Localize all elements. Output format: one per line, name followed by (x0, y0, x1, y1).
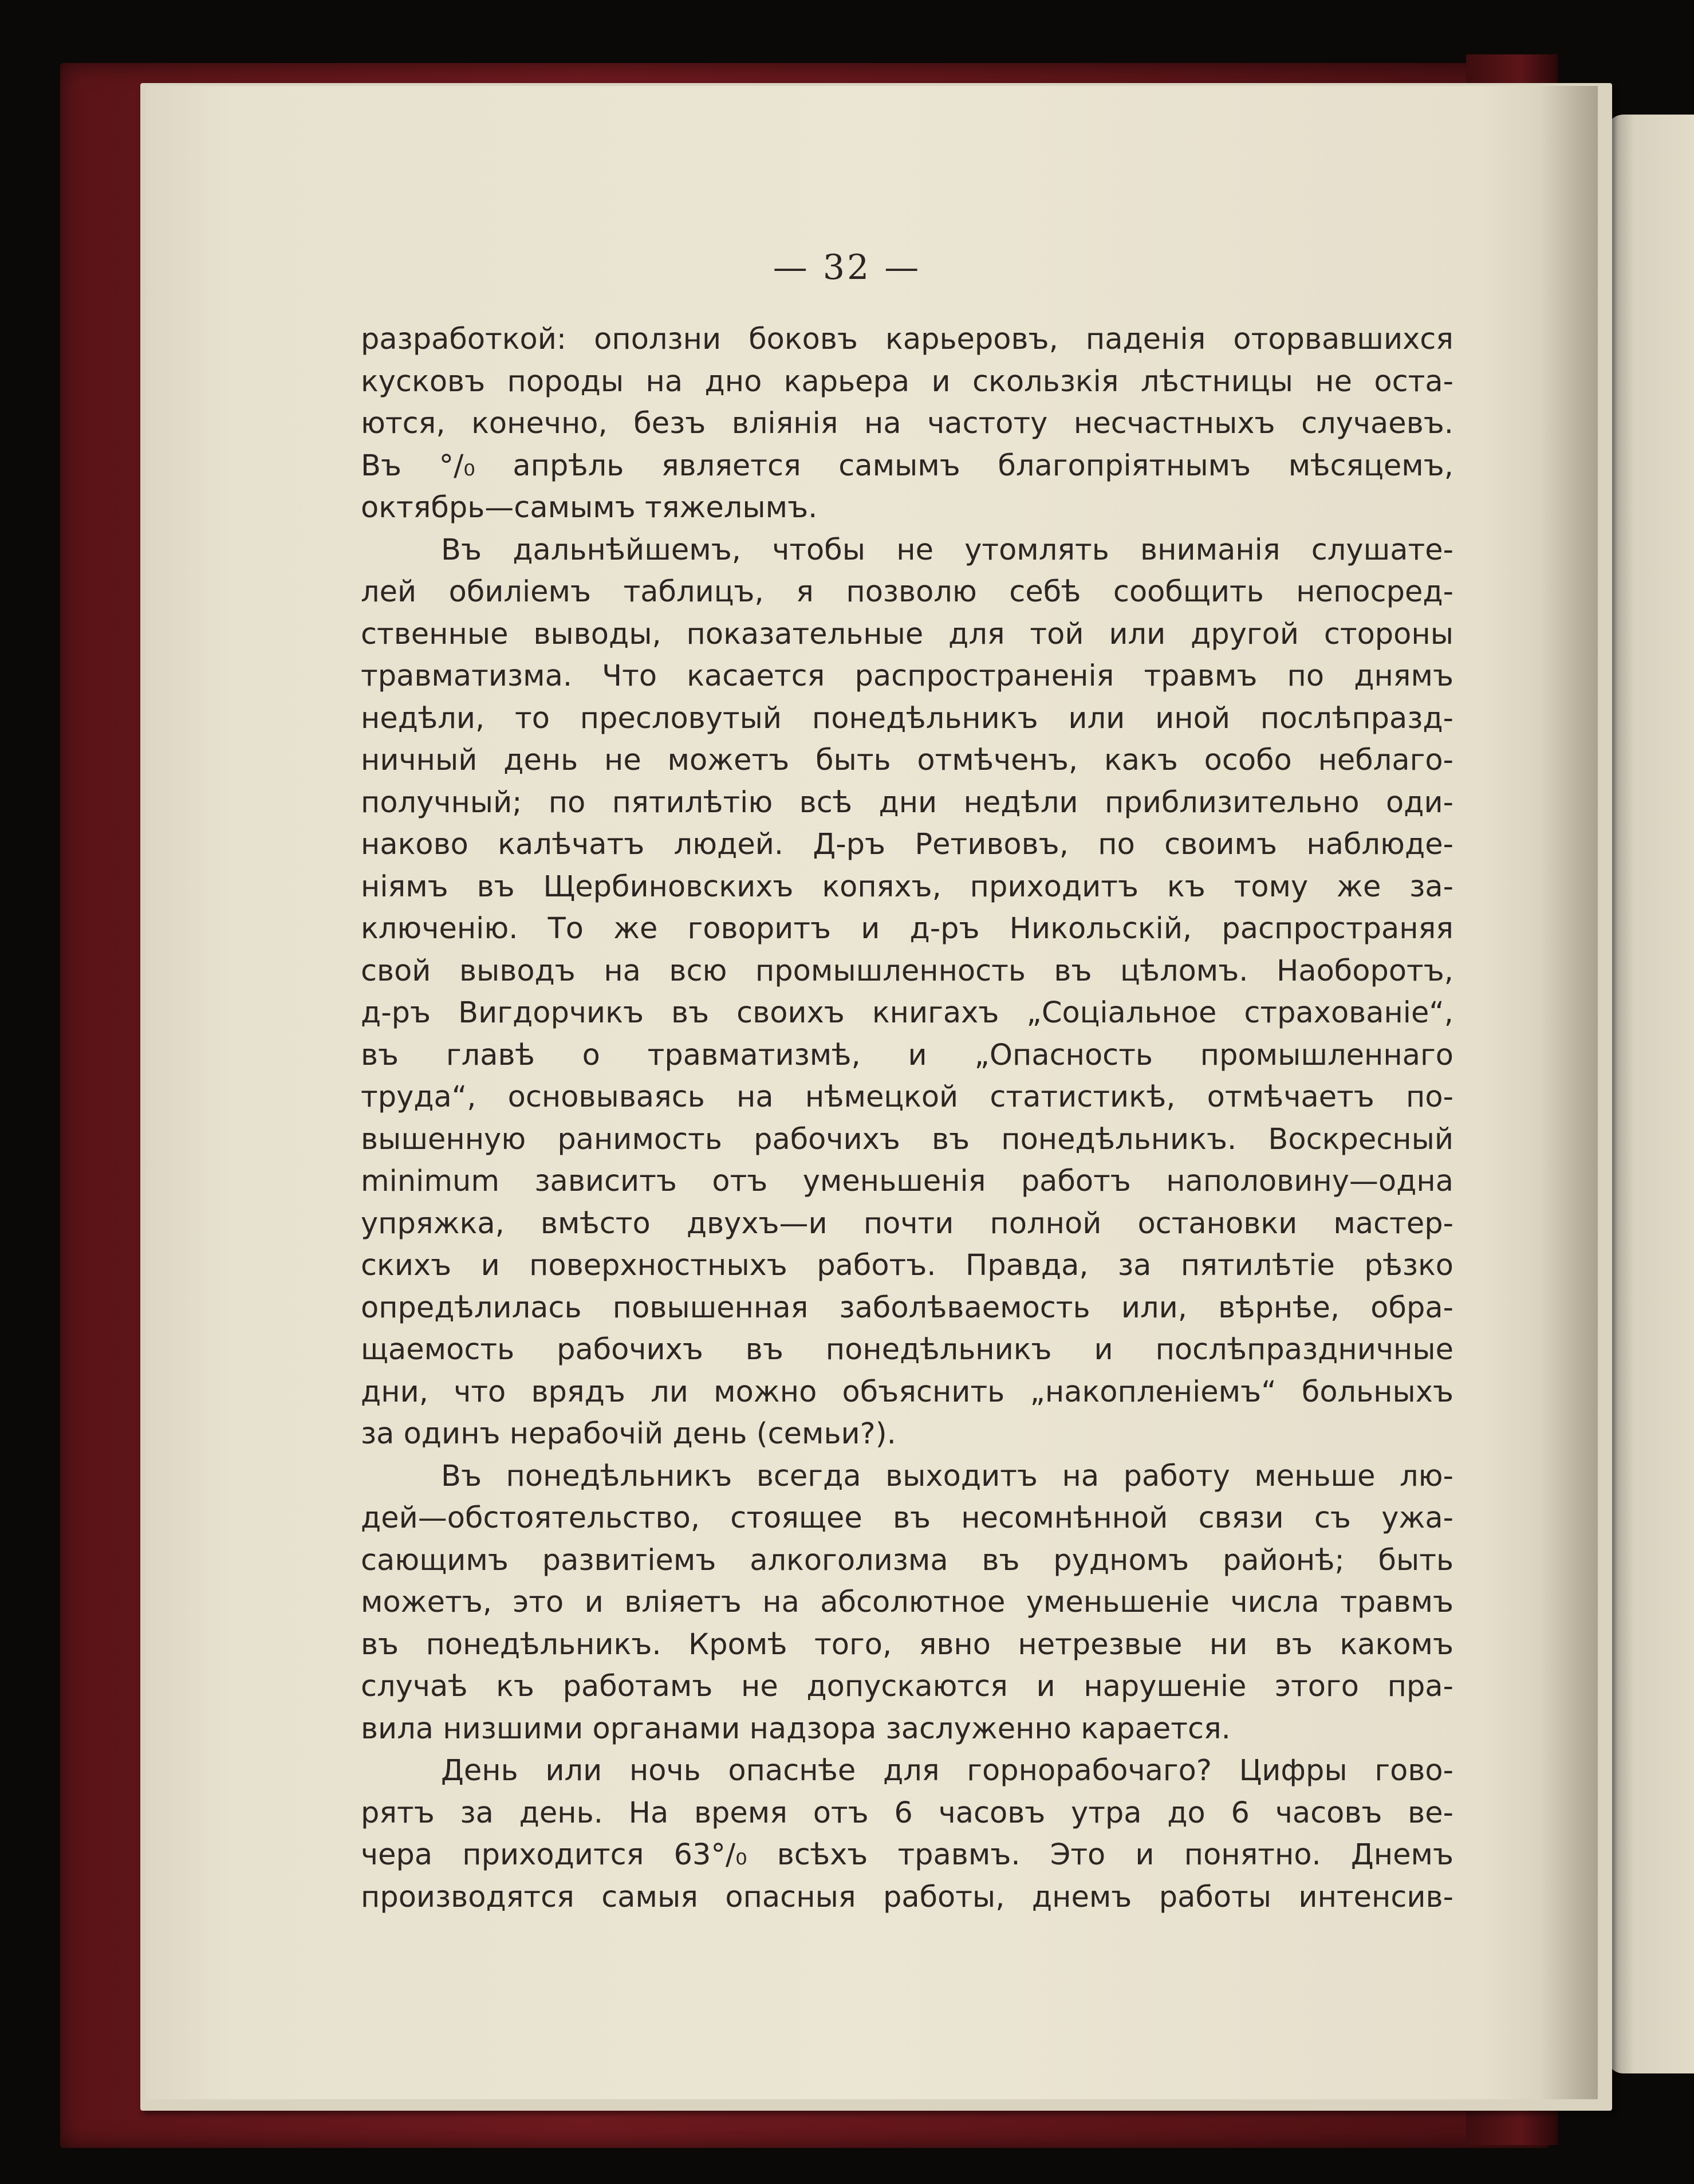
text-line: лей обиліемъ таблицъ, я позволю себѣ сообщить непосред- (361, 575, 1453, 609)
text-line: получный; по пятилѣтію всѣ дни недѣли приблизительно оди- (361, 785, 1453, 820)
text-line: производятся самыя опасныя работы, днемъ работы интенсив- (361, 1880, 1453, 1914)
text-line: рятъ за день. На время отъ 6 часовъ утра до 6 часовъ ве- (361, 1796, 1453, 1830)
text-line: въ понедѣльникъ. Кромѣ того, явно нетрезвые ни въ какомъ (361, 1627, 1453, 1662)
text-line: дей—обстоятельство, стоящее въ несомнѣнной связи съ ужа- (361, 1501, 1453, 1535)
text-line: ничный день не можетъ быть отмѣченъ, какъ особо неблаго- (361, 743, 1453, 777)
text-line: въ главѣ о травматизмѣ, и „Опасность промышленнаго (361, 1038, 1453, 1072)
text-line: за одинъ нерабочій день (семьи?). (361, 1417, 896, 1451)
text-line: вила низшими органами надзора заслуженно карается. (361, 1711, 1231, 1746)
text-line: случаѣ къ работамъ не допускаются и нарушеніе этого пра- (361, 1670, 1453, 1703)
text-line: скихъ и поверхностныхъ работъ. Правда, за пятилѣтіе рѣзко (361, 1249, 1453, 1282)
text-line: ніямъ въ Щербиновскихъ копяхъ, приходитъ къ тому же за- (361, 869, 1453, 904)
text-line: упряжка, вмѣсто двухъ—и почти полной остановки мастер- (361, 1206, 1453, 1241)
text-line: опредѣлилась повышенная заболѣваемость или, вѣрнѣе, обра- (361, 1290, 1453, 1325)
text-line: можетъ, это и вліяетъ на абсолютное уменьшеніе числа травмъ (361, 1585, 1453, 1619)
text-line: труда“, основываясь на нѣмецкой статистикѣ, отмѣчаетъ по- (361, 1080, 1453, 1114)
page-number: — 32 — (773, 247, 921, 288)
text-line: Въ дальнѣйшемъ, чтобы не утомлять вниманія слушате- (441, 533, 1453, 567)
text-line: вышенную ранимость рабочихъ въ понедѣльникъ. Воскресный (361, 1122, 1453, 1156)
text-line: кусковъ породы на дно карьера и скользкія лѣстницы не оста- (361, 364, 1453, 399)
text-line: ственные выводы, показательные для той или другой стороны (361, 617, 1453, 651)
text-line: октябрь—самымъ тяжелымъ. (361, 491, 818, 525)
page-body-text (361, 318, 1453, 1918)
text-line: ключенію. То же говоритъ и д-ръ Никольскій, распространяя (361, 912, 1453, 946)
text-line: щаемость рабочихъ въ понедѣльникъ и послѣпраздничные (361, 1333, 1453, 1367)
text-line: Въ °/₀ апрѣль является самымъ благопріятнымъ мѣсяцемъ, (361, 448, 1453, 483)
gutter-shadow (1541, 86, 1598, 2099)
text-line: свой выводъ на всю промышленность въ цѣломъ. Наоборотъ, (361, 954, 1453, 988)
text-line: minimum зависитъ отъ уменьшенія работъ наполовину—одна (361, 1164, 1453, 1198)
text-line: разработкой: оползни боковъ карьеровъ, паденія оторвавшихся (361, 322, 1453, 356)
text-line: недѣли, то пресловутый понедѣльникъ или иной послѣпразд- (361, 701, 1453, 735)
text-line: ются, конечно, безъ вліянія на частоту несчастныхъ случаевъ. (361, 407, 1453, 440)
text-line: чера приходится 63°/₀ всѣхъ травмъ. Это и понятно. Днемъ (361, 1838, 1453, 1872)
text-line: сающимъ развитіемъ алкоголизма въ рудномъ районѣ; быть (361, 1543, 1453, 1577)
facing-page-edge (1606, 115, 1694, 2073)
text-line: наково калѣчатъ людей. Д-ръ Ретивовъ, по своимъ наблюде- (361, 828, 1453, 861)
text-line: д-ръ Вигдорчикъ въ своихъ книгахъ „Соціальное страхованіе“, (361, 996, 1453, 1030)
text-line: дни, что врядъ ли можно объяснить „накопленіемъ“ больныхъ (361, 1375, 1453, 1409)
text-line: травматизма. Что касается распространенія травмъ по днямъ (361, 659, 1453, 693)
text-line: День или ночь опаснѣе для горнорабочаго? Цифры гово- (441, 1754, 1453, 1788)
text-line: Въ понедѣльникъ всегда выходитъ на работу меньше лю- (441, 1459, 1453, 1493)
